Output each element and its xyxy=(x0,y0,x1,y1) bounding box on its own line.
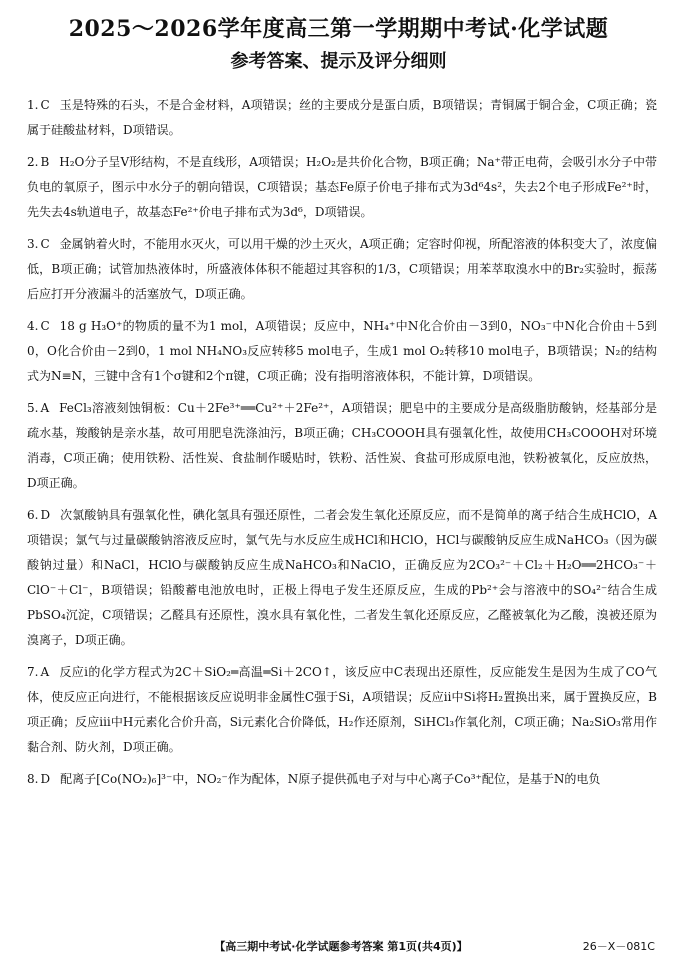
item-answer: C xyxy=(40,98,50,112)
item-explanation: 18 g H₃O⁺的物质的量不为1 mol，A项错误；反应中，NH₄⁺中N化合价由－3到0，NO₃⁻中N化合价由＋5到0，O化合价由－2到0，1 mol NH₄NO₃反应转移5 mol电子，生成1 mol O₂转移10 mol电子，B项错误；N₂的结构式为N≡N，三键中含有1个σ键和2个π键，C项正确；没有指明溶液体积，不能计算，D项错误。 xyxy=(27,319,657,383)
answer-item-1 xyxy=(27,93,657,143)
item-number: 6. xyxy=(27,508,39,522)
item-number: 7. xyxy=(27,665,39,679)
item-explanation: 次氯酸钠具有强氧化性，碘化氢具有强还原性，二者会发生氧化还原反应，而不是简单的离子结合生成HClO，A项错误；氯气与过量碳酸钠溶液反应时，氯气先与水反应生成HCl和HClO，HCl与碳酸钠反应生成NaHCO₃（因为碳酸钠过量）和NaCl，HClO与碳酸钠反应生成NaHCO₃和NaClO，正确反应为2CO₃²⁻＋Cl₂＋H₂O══2HCO₃⁻＋ClO⁻＋Cl⁻，B项错误；铅酸蓄电池放电时，正极上得电子发生还原反应，生成的Pb²⁺会与溶液中的SO₄²⁻结合生成PbSO₄沉淀，C项错误；乙醛具有还原性，溴水具有氧化性，二者发生氧化还原反应，乙醛被氧化为乙酸，溴被还原为溴离子，D项正确。 xyxy=(27,508,657,647)
answer-item-6 xyxy=(27,503,657,653)
footer-doc-code: 26－X－081C xyxy=(582,940,655,953)
answer-item-2 xyxy=(27,150,657,225)
item-answer: A xyxy=(40,401,50,415)
item-number: 8. xyxy=(27,772,39,786)
item-explanation: H₂O分子呈V形结构，不是直线形，A项错误；H₂O₂是共价化合物，B项正确；Na⁺带正电荷，会吸引水分子中带负电的氧原子，图示中水分子的朝向错误，C项错误；基态Fe原子价电子排布式为3d⁶4s²，失去2个电子形成Fe²⁺时，先失去4s轨道电子，故基态Fe²⁺价电子排布式为3d⁶，D项错误。 xyxy=(27,155,657,219)
item-explanation: 玉是特殊的石头，不是合金材料，A项错误；丝的主要成分是蛋白质，B项错误；青铜属于铜合金，C项正确；瓷属于硅酸盐材料，D项错误。 xyxy=(27,98,657,137)
answer-item-8 xyxy=(27,767,657,792)
answer-list xyxy=(27,93,657,799)
page-title: 2025～2026学年度高三第一学期期中考试·化学试题 xyxy=(68,16,609,42)
item-answer: D xyxy=(40,508,51,522)
item-number: 1. xyxy=(27,98,39,112)
item-number: 3. xyxy=(27,237,39,251)
item-number: 5. xyxy=(27,401,39,415)
item-answer: B xyxy=(40,155,50,169)
item-explanation: 配离子[Co(NO₂)₆]³⁻中，NO₂⁻作为配体，N原子提供孤电子对与中心离子Co³⁺配位，是基于N的电负 xyxy=(60,772,601,786)
answer-item-5 xyxy=(27,396,657,496)
item-explanation: 反应ⅰ的化学方程式为2C＋SiO₂═高温═Si＋2CO↑，该反应中C表现出还原性，反应能发生是因为生成了CO气体，使反应正向进行，不能根据该反应说明非金属性C强于Si，A项错误；反应ⅱ中Si将H₂置换出来，属于置换反应，B项正确；反应ⅲ中H元素化合价升高，Si元素化合价降低，H₂作还原剂，SiHCl₃作氧化剂，C项正确；Na₂SiO₃常用作黏合剂、防火剂，D项正确。 xyxy=(27,665,657,754)
answer-item-3 xyxy=(27,232,657,307)
item-answer: C xyxy=(40,319,50,333)
item-number: 4. xyxy=(27,319,39,333)
answer-item-7 xyxy=(27,660,657,760)
item-answer: D xyxy=(40,772,51,786)
footer-page-info: 【高三期中考试·化学试题参考答案 第1页(共4页)】 xyxy=(214,940,468,953)
item-number: 2. xyxy=(27,155,39,169)
page-subtitle: 参考答案、提示及评分细则 xyxy=(230,51,447,72)
item-answer: A xyxy=(40,665,50,679)
item-explanation: 金属钠着火时，不能用水灭火，可以用干燥的沙土灭火，A项正确；定容时仰视，所配溶液的体积变大了，浓度偏低，B项正确；试管加热液体时，所盛液体体积不能超过其容积的1/3，C项错误；用苯萃取溴水中的Br₂实验时，振荡后应打开分液漏斗的活塞放气，D项正确。 xyxy=(27,237,657,301)
item-answer: C xyxy=(40,237,50,251)
answer-item-4 xyxy=(27,314,657,389)
item-explanation: FeCl₃溶液刻蚀铜板：Cu＋2Fe³⁺══Cu²⁺＋2Fe²⁺，A项错误；肥皂中的主要成分是高级脂肪酸钠，烃基部分是疏水基，羧酸钠是亲水基，故可用肥皂洗涤油污，B项正确；CH₃COOOH具有强氧化性，故使用CH₃COOOH对环境消毒，C项正确；使用铁粉、活性炭、食盐制作暖贴时，铁粉、活性炭、食盐可形成原电池，铁粉被氧化，反应放热，D项正确。 xyxy=(27,401,657,490)
